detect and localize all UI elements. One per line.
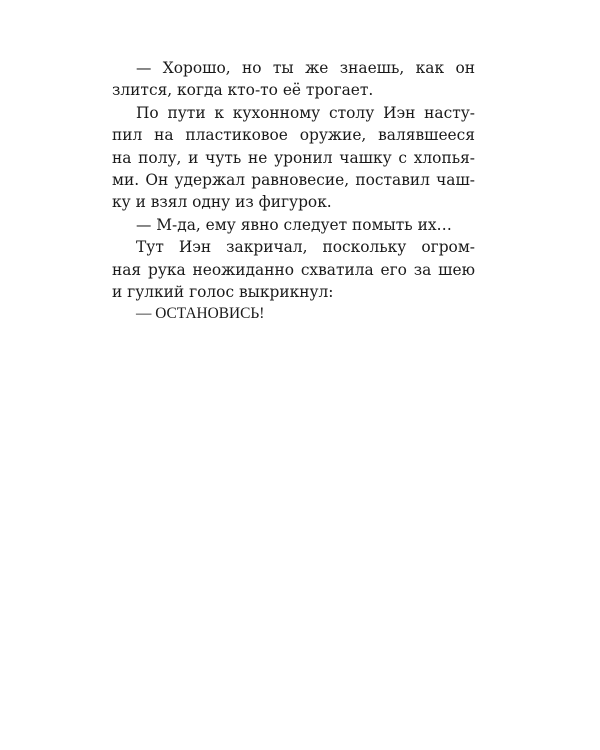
text-line: ная рука неожиданно схватила его за шею (112, 260, 475, 279)
text-line: — ОСТАНОВИСЬ! (136, 305, 265, 323)
paragraph-dialogue-3 (112, 303, 475, 325)
paragraph-dialogue-2 (112, 214, 475, 236)
text-line: ку и взял одну из фигурок. (112, 193, 332, 212)
text-line: По пути к кухонному столу Иэн насту- (136, 103, 475, 122)
text-line: — М-да, ему явно следует помыть их… (136, 215, 452, 234)
paragraph-dialogue-1 (112, 57, 475, 102)
text-line: Тут Иэн закричал, поскольку огром- (136, 238, 475, 257)
text-line: — Хорошо, но ты же знаешь, как он (136, 59, 475, 77)
text-line: и гулкий голос выкрикнул: (112, 283, 334, 302)
text-line: пил на пластиковое оружие, валявшееся (112, 126, 475, 145)
text-line: злится, когда кто-то её трогает. (112, 81, 374, 100)
text-line: ми. Он удержал равновесие, поставил чаш- (112, 171, 475, 190)
page-text (112, 57, 475, 326)
paragraph-narration-2 (112, 236, 475, 303)
text-line: на полу, и чуть не уронил чашку с хлопья- (112, 148, 475, 167)
paragraph-narration-1 (112, 102, 475, 214)
